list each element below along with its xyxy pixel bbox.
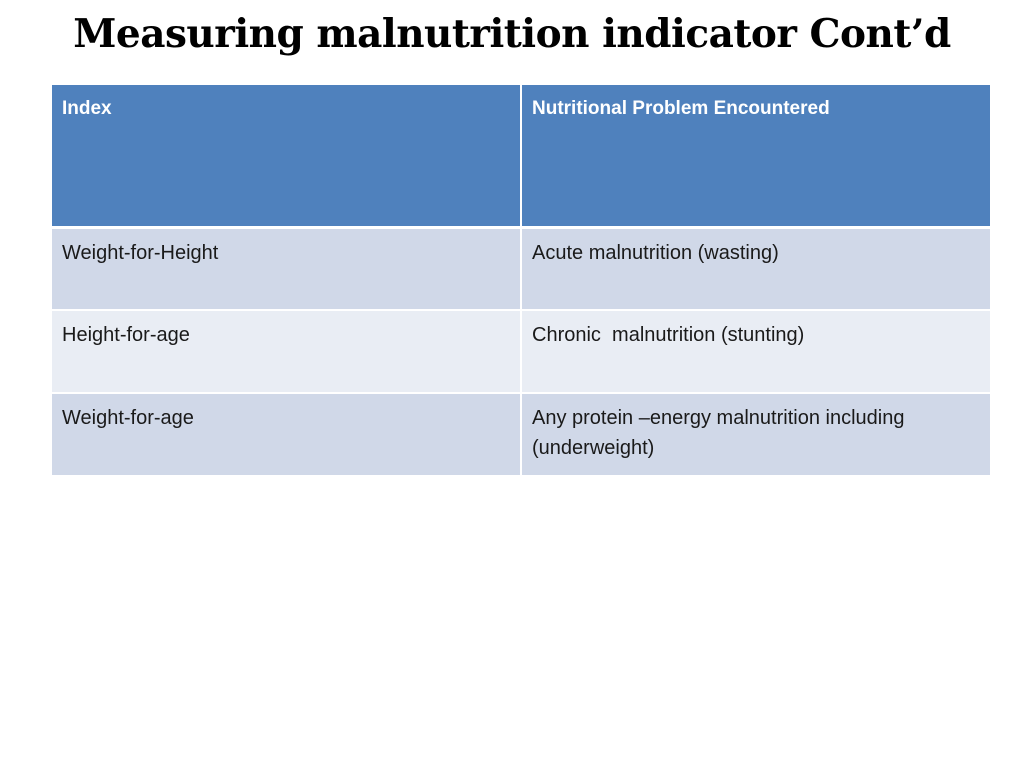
table-header-row — [52, 85, 990, 227]
problem-cell: Acute malnutrition (wasting) — [521, 227, 990, 310]
indicator-table — [52, 85, 990, 477]
table-row — [52, 310, 990, 393]
index-cell: Weight-for-Height — [52, 227, 521, 310]
index-cell: Weight-for-age — [52, 393, 521, 476]
problem-cell: Any protein –energy malnutrition including (underweight) — [521, 393, 990, 476]
table-row — [52, 227, 990, 310]
column-header-index: Index — [52, 85, 521, 227]
slide-title: Measuring malnutrition indicator Cont’d — [73, 11, 951, 57]
index-cell: Height-for-age — [52, 310, 521, 393]
column-header-nutritional-problem: Nutritional Problem Encountered — [521, 85, 990, 227]
problem-cell: Chronic malnutrition (stunting) — [521, 310, 990, 393]
table-row — [52, 393, 990, 476]
